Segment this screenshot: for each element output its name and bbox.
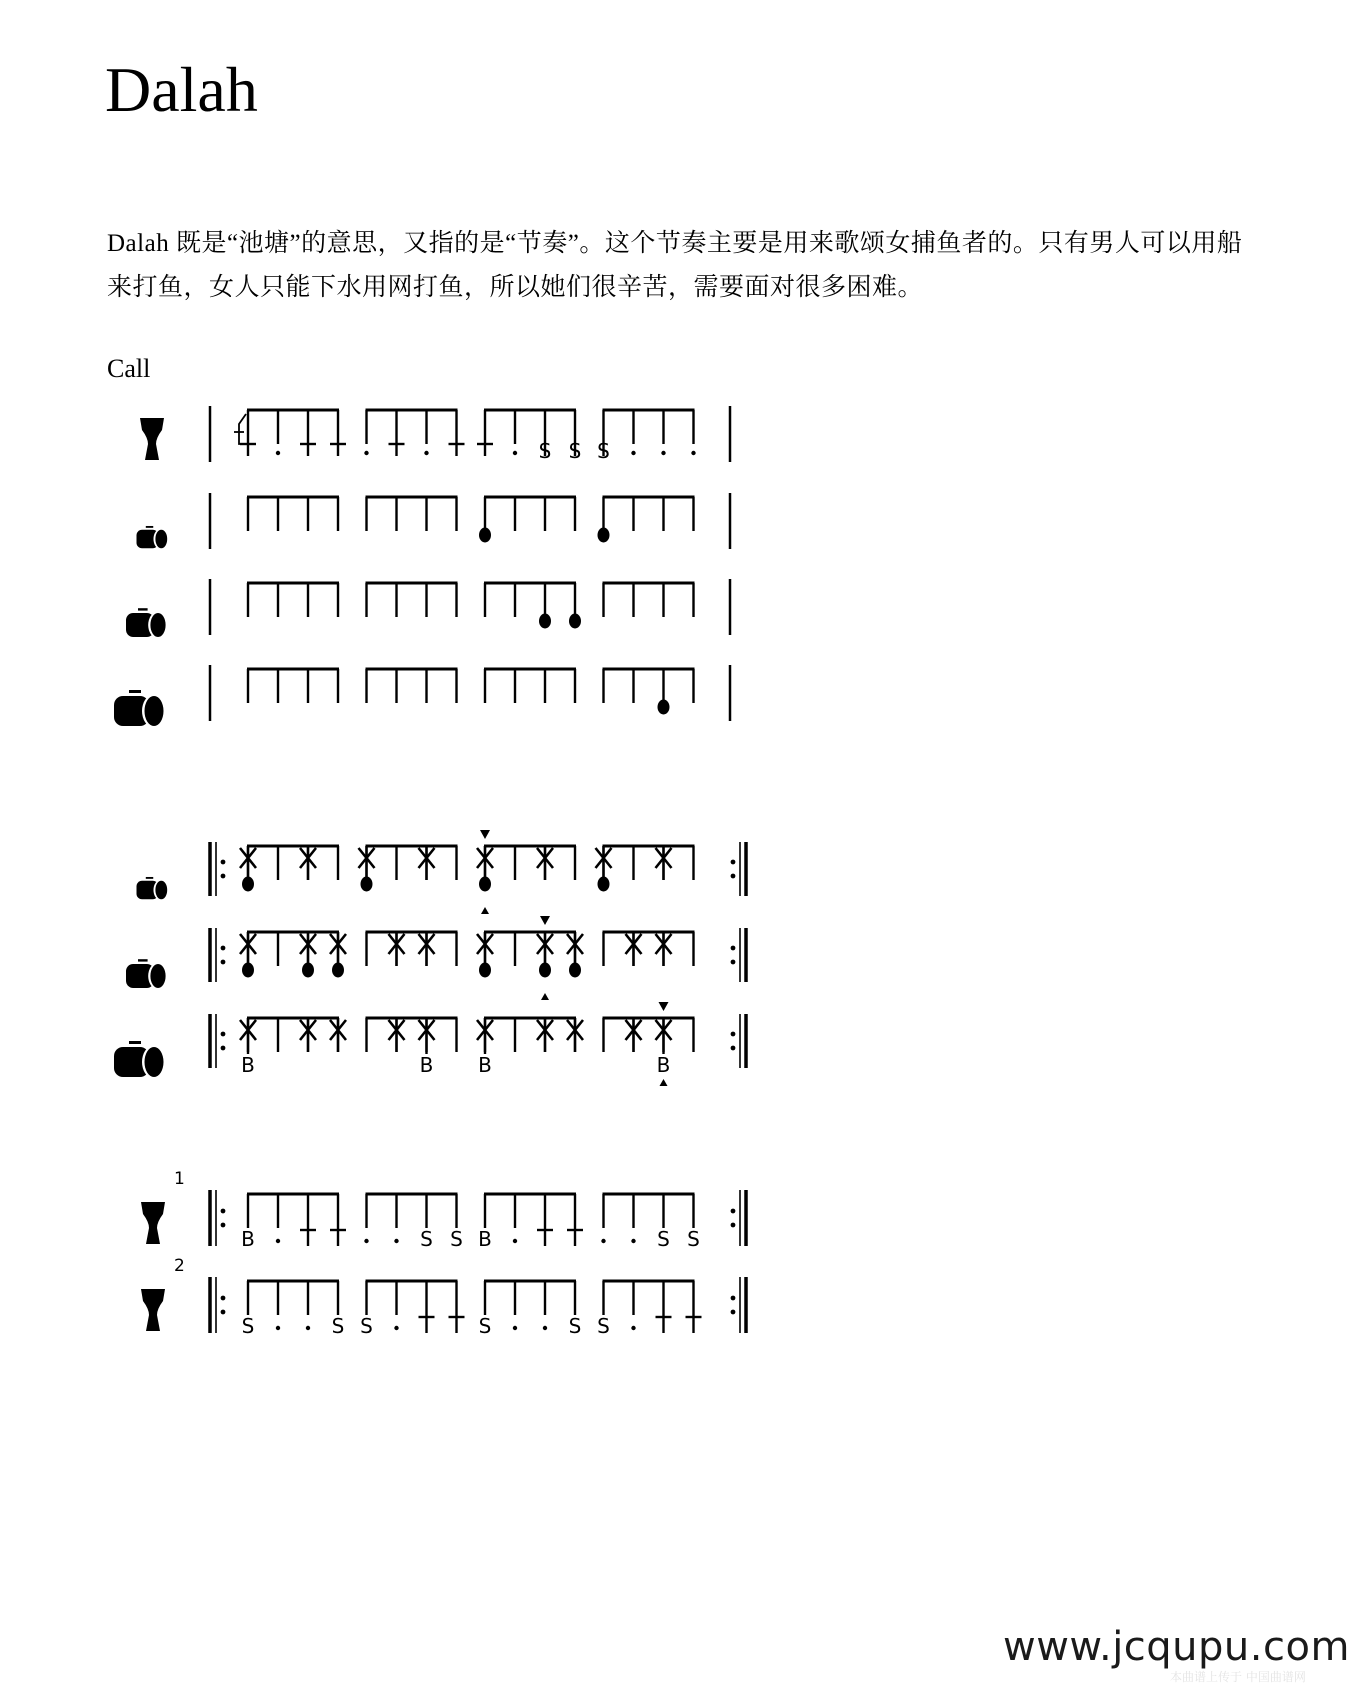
svg-text:B: B <box>419 1053 434 1077</box>
accent-up-icon <box>541 993 549 1000</box>
svg-text:S: S <box>450 1227 463 1251</box>
svg-text:S: S <box>420 1227 433 1251</box>
svg-text:S: S <box>568 439 582 463</box>
djembe-part-number: 2 <box>174 1256 185 1276</box>
dundunba-drum-icon <box>114 690 164 727</box>
svg-text:S: S <box>687 1227 700 1251</box>
accent-down-icon <box>480 830 490 839</box>
call-section-label: Call <box>107 354 151 383</box>
svg-text:B: B <box>478 1227 492 1251</box>
svg-text:S: S <box>568 1314 582 1338</box>
accent-up-icon <box>660 1079 668 1086</box>
call-row-kenkeni <box>137 493 731 549</box>
page-title: Dalah <box>105 54 258 125</box>
svg-text:B: B <box>478 1053 492 1077</box>
pattern-row-kenkeni <box>137 830 747 914</box>
call-row-sangban <box>126 579 730 638</box>
djembe-row-1 <box>141 1169 746 1251</box>
djembe-row-2 <box>141 1256 746 1338</box>
djembe-part-number: 1 <box>174 1169 185 1189</box>
djembe-icon <box>141 1202 165 1244</box>
djembe-icon <box>140 418 164 460</box>
watermark-url: www.jcqupu.com <box>1003 1624 1350 1670</box>
sangban-drum-icon <box>126 959 166 989</box>
accent-up-icon <box>481 907 489 914</box>
svg-text:B: B <box>241 1053 255 1077</box>
svg-text:S: S <box>360 1314 373 1338</box>
pattern-row-dundunba <box>114 1002 746 1086</box>
svg-text:B: B <box>241 1227 255 1251</box>
dundunba-drum-icon <box>114 1041 164 1078</box>
accent-down-icon <box>540 916 550 925</box>
svg-text:B: B <box>656 1053 671 1077</box>
rhythm-description: Dalah 既是“池塘”的意思，又指的是“节奏”。这个节奏主要是用来歌颂女捕鱼者的。只有男人可以用船来打鱼，女人只能下水用网打鱼，所以她们很辛苦，需要面对很多困难。 <box>107 230 1243 301</box>
accent-down-icon <box>659 1002 669 1011</box>
sangban-drum-icon <box>126 608 166 638</box>
svg-text:S: S <box>597 439 610 463</box>
kenkeni-drum-icon <box>137 877 168 900</box>
svg-text:S: S <box>597 1314 610 1338</box>
kenkeni-drum-icon <box>137 526 168 549</box>
djembe-icon <box>141 1289 165 1331</box>
pattern-row-sangban <box>126 916 746 1000</box>
svg-text:S: S <box>538 439 552 463</box>
svg-text:S: S <box>241 1314 255 1338</box>
svg-text:S: S <box>331 1314 345 1338</box>
watermark-faint-text: 本曲谱上传于 中国曲谱网 <box>1170 1670 1306 1684</box>
svg-text:S: S <box>478 1314 492 1338</box>
call-row-djembe <box>140 406 730 463</box>
svg-text:S: S <box>657 1227 670 1251</box>
call-row-dundunba <box>114 665 730 727</box>
